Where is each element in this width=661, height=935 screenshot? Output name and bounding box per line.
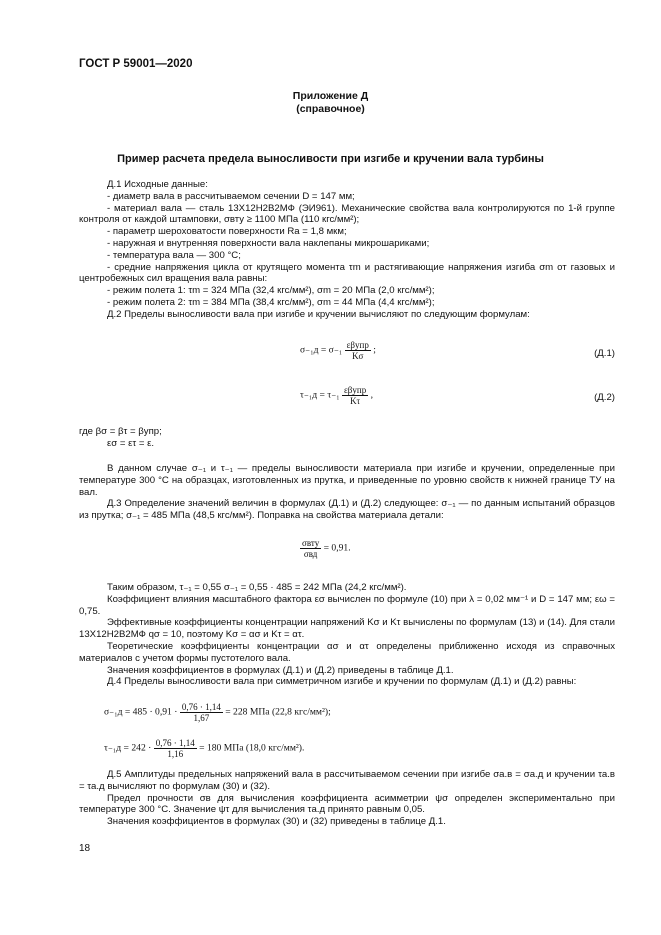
paragraph-d1e: - температура вала — 300 °С; (107, 249, 241, 261)
paragraph-d1c: - параметр шероховатости поверхности Ra = 1,8 мкм; (107, 226, 347, 238)
paragraph-d1: Д.1 Исходные данные: (107, 179, 208, 190)
paragraph-d2: Д.2 Пределы выносливости вала при изгибе и кручении вычисляют по следующим формулам: (107, 308, 530, 320)
paragraph-d1d: - наружная и внутренняя поверхности вала наклепаны микрошариками; (107, 237, 430, 249)
result-1-numerator: 0,76 · 1,14 (181, 702, 221, 712)
formula-d2-end: , (370, 389, 374, 401)
where-line-2: εσ = ετ = ε. (107, 437, 155, 449)
paragraph-d1g: - режим полета 1: τm = 324 МПа (32,4 кгс/мм²), σm = 20 МПа (2,0 кгс/мм²); (107, 285, 435, 297)
paragraph-p2: Таким образом, τ₋₁ = 0,55 σ₋₁ = 0,55 · 485 = 242 МПа (24,2 кгс/мм²). (107, 582, 407, 593)
paragraph-p7: Предел прочности σв для вычисления коэффициента асимметрии ψσ определен экспериментально при температуре 300 °С. Значение ψτ для вычисления τа.д принято равным 0,05. (79, 792, 615, 816)
paragraph-p6: Значения коэффициентов в формулах (Д.1) и (Д.2) приведены в таблице Д.1. (107, 664, 454, 676)
paragraph-d4: Д.4 Пределы выносливости вала при симметричном изгибе и кручении по формулам (Д.1) и (Д.2) равны: (107, 676, 577, 688)
ratio-denominator: σвд (303, 549, 318, 559)
formula-d1-numerator: εβупр (346, 340, 369, 350)
formula-d1-end: ; (373, 344, 376, 356)
result-2-numerator: 0,76 · 1,14 (155, 738, 195, 748)
paragraph-d1h: - режим полета 2: τm = 384 МПа (38,4 кгс/мм²), σm = 44 МПа (4,4 кгс/мм²); (107, 296, 435, 308)
result-2-value: = 180 МПа (18,0 кгс/мм²). (199, 742, 305, 754)
where-line-1: где βσ = βτ = βупр; (79, 426, 162, 437)
paragraph-p1: В данном случае σ₋₁ и τ₋₁ — пределы выносливости материала при изгибе и кручении, определенные при температуре 300 °С на образцах, изготовленных из прутка, и приведенные по уровню свойств к нижней границе ТУ на вал. (79, 463, 615, 498)
formula-d1-fraction (345, 340, 371, 361)
formula-d2 (300, 385, 373, 406)
paragraph-p4: Эффективные коэффициенты концентрации напряжений Kσ и Kτ вычислены по формулам (13) и (14). Для стали 13Х12Н2В2МФ qσ = 10, поэтому Kσ = ασ и Kτ = ατ. (79, 617, 615, 641)
formula-d2-numerator: εβупр (344, 385, 367, 395)
formula-ratio (300, 538, 351, 559)
paragraph-d1b: - материал вала — сталь 13Х12Н2В2МФ (ЭИ961). Механические свойства вала контролируются по 1-й группе контроля от каждой штамповки, σвту ≥ 1100 МПа (110 кгс/мм²); (79, 202, 615, 226)
document-header: ГОСТ Р 59001—2020 (79, 58, 193, 70)
result-2-denominator: 1,16 (167, 749, 184, 759)
result-2-lhs: τ₋₁д = 242 · (104, 742, 152, 754)
result-formula-1 (104, 702, 331, 723)
paragraph-p3: Коэффициент влияния масштабного фактора εσ вычислен по формуле (10) при λ = 0,02 мм⁻¹ и D = 147 мм; εω = 0,75. (79, 593, 615, 617)
equation-number-d1: (Д.1) (594, 348, 615, 359)
result-formula-2 (104, 738, 304, 759)
formula-d1 (300, 340, 376, 361)
result-1-lhs: σ₋₁д = 485 · 0,91 · (104, 706, 178, 718)
result-1-fraction (180, 702, 223, 723)
block-p2-d4 (79, 582, 615, 688)
paragraph-d1f: - средние напряжения цикла от крутящего момента τm и растягивающие напряжения изгиба σm от газовых и центробежных сил вращения вала равны: (79, 261, 615, 285)
paragraph-p8: Значения коэффициентов в формулах (30) и (32) приведены в таблице Д.1. (107, 816, 446, 828)
block-d3 (79, 463, 615, 522)
formula-d2-denominator: Kτ (350, 396, 361, 406)
block-d1 (79, 179, 615, 321)
page-number: 18 (79, 843, 91, 854)
formula-d2-fraction (342, 385, 368, 406)
result-1-denominator: 1,67 (193, 713, 210, 723)
block-d5 (79, 769, 615, 828)
ratio-numerator: σвту (302, 538, 320, 548)
appendix-title: Приложение Д (292, 90, 369, 102)
paragraph-d3: Д.3 Определение значений величин в формулах (Д.1) и (Д.2) следующее: σ₋₁ — по данным испытаний образцов из прутка; σ₋₁ = 485 МПа (48,5 кгс/мм²). Поправка на свойства материала детали: (79, 498, 615, 522)
paragraph-d1a: - диаметр вала в рассчитываемом сечении D = 147 мм; (107, 190, 355, 202)
ratio-fraction (300, 538, 321, 559)
ratio-value: = 0,91. (323, 542, 351, 554)
section-title: Пример расчета предела выносливости при изгибе и кручении вала турбины (117, 153, 544, 165)
formula-d2-lhs: τ₋₁д = τ₋₁ (300, 389, 340, 401)
paragraph-d5: Д.5 Амплитуды предельных напряжений вала в рассчитываемом сечении при изгибе σа.в = σа.д и кручении τа.в = τа.д вычисляют по формулам (30) и (32). (79, 769, 615, 792)
equation-number-d2: (Д.2) (594, 392, 615, 403)
result-2-fraction (154, 738, 197, 759)
formula-d1-denominator: Kσ (352, 351, 364, 361)
result-1-value: = 228 МПа (22,8 кгс/мм²); (225, 706, 331, 718)
paragraph-p5: Теоретические коэффициенты концентрации ασ и ατ определены приближенно исходя из справочных материалов с учетом формы пустотелого вала. (79, 640, 615, 664)
appendix-subtitle: (справочное) (296, 103, 365, 115)
formula-d1-lhs: σ₋₁д = σ₋₁ (300, 344, 343, 356)
where-block (79, 426, 615, 450)
